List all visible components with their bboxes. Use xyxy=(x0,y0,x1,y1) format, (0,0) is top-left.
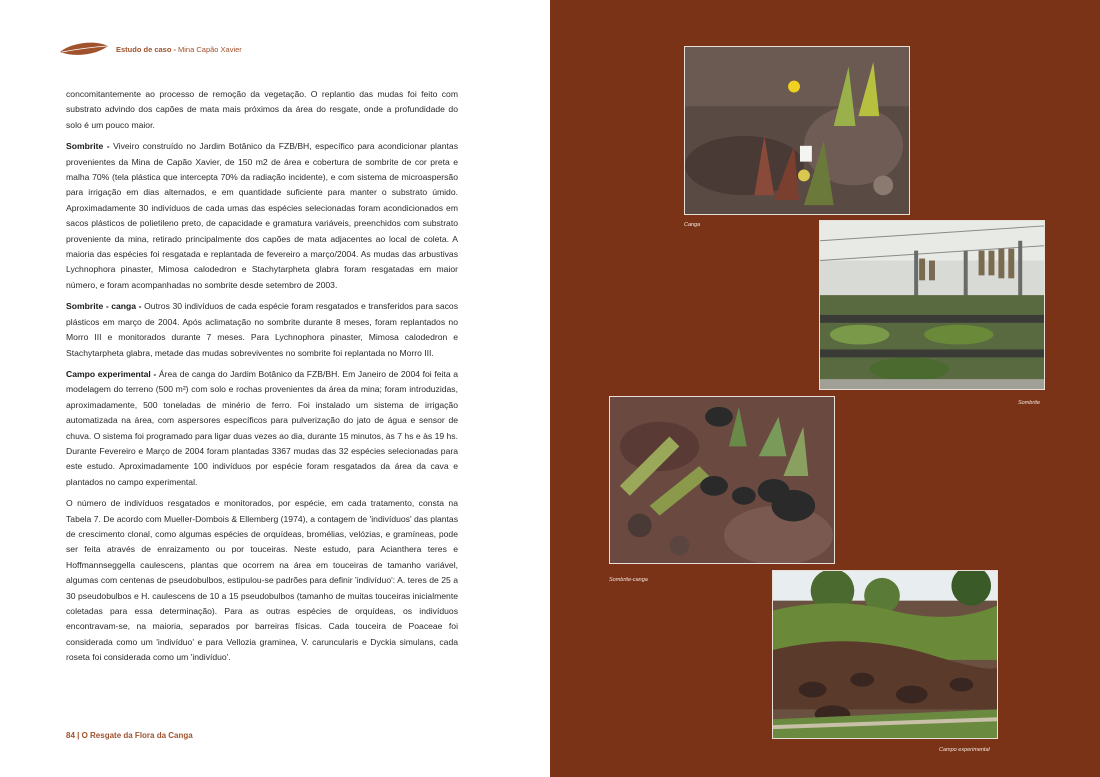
caption-sombrite-canga: Sombrite-canga xyxy=(609,577,648,583)
header-title: Estudo de caso - xyxy=(116,44,177,54)
photo-sombrite-canga xyxy=(609,396,835,564)
photo-campo-experimental xyxy=(772,570,998,739)
paragraph-campo-experimental: Campo experimental - Área de canga do Jardim Botânico da FZB/BH. Em Janeiro de 2004 foi feita a modelagem do terreno (500 m²) com solo e rochas provenientes da área da mina; foram introduzidas, aproximadamente, 500 toneladas de minério de ferro. Foi instalado um sistema de irrigação automatizada na área, com aspersores específicos para pulverização do jato de água e sensor de chuva. O sistema foi programado para ligar duas vezes ao dia, durante 15 minutos, às 7 hs e às 19 hs. Durante Fevereiro e Março de 2004 foram plantadas 3367 mudas das 32 espécies selecionadas para este estudo. Aproximadamente 100 indivíduos por espécie foram resgatados da área da cava e plantados no campo experimental. xyxy=(66,368,459,487)
body-text xyxy=(66,87,458,672)
caption-campo-experimental: Campo experimental xyxy=(939,747,990,753)
header-subtitle: Mina Capão Xavier xyxy=(178,44,242,54)
paragraph-sombrite: Sombrite - Viveiro construído no Jardim Botânico da FZB/BH, específico para acondicionar plantas provenientes da Mina de Capão Xavier, de 150 m2 de área e cobertura de sombrite de cor preta e malha 70% (tela plástica que intercepta 70% da radiação incidente), e com sistema de microaspersão para irrigação em dias alternados, e em quantidade suficiente para manter o substrato úmido. Aproximadamente 30 indivíduos de cada umas das espécies selecionadas foram acondicionados em sacos plásticos de polietileno preto, de capacidade e gramatura variáveis, preenchidos com substrato proveniente da mina, retirado principalmente dos capões de mata adjacentes ao local de coleta. A maioria das espécies foi resgatada e replantada de fevereiro a março/2004. As mudas das arbustivas Lychnophora pinaster, Mimosa calodedron e Stachytarpheta glabra foram resgatadas em maior número, e foram acompanhadas no sombrite desde setembro de 2003. xyxy=(66,141,458,290)
running-header xyxy=(58,40,242,58)
paragraph-individuos: O número de indivíduos resgatados e monitorados, por espécie, em cada tratamento, consta na Tabela 7. De acordo com Mueller-Dombois & Ellemberg (1974), a contagem de 'indivíduos' das plantas de crescimento clonal, como algumas espécies de orquídeas, bromélias, velózias, e gramíneas, pode ser feita através de enraizamento ou por touceiras. Neste estudo, para Acianthera teres e Hoffmannseggella caulescens, plantas que ocorrem na área em touceiras de tamanho variável, algumas com centenas de pseudobulbos, estipulou-se padrões para definir 'indivíduo': A. teres de 25 a 30 pseudobulbos e H. caulescens de 10 a 15 pseudobulbos (tamanho de muitas touceiras inicialmente coletadas para essa determinação). Para as outras espécies de orquídeas, os indivíduos encontravam-se, na maioria, separados por barreiras físicas. Cada touceira de Poaceae foi considerada como um 'indivíduo' e para Vellozia graminea, V. caruncularis e Dyckia simulans, cada roseta foi considerada como um 'indivíduo'. xyxy=(66,498,458,663)
leaf-icon xyxy=(58,40,110,58)
photo-sombrite xyxy=(819,220,1045,390)
photo-canga xyxy=(684,46,910,215)
page-footer: 84 | O Resgate da Flora da Canga xyxy=(66,731,193,740)
caption-sombrite: Sombrite xyxy=(1018,400,1041,406)
caption-canga: Canga xyxy=(684,222,701,228)
paragraph-sombrite-canga: Sombrite - canga - Outros 30 indivíduos de cada espécie foram resgatados e transferidos para sacos plásticos em março de 2004. Após aclimatação no sombrite durante 8 meses, foram replantados no Morro III e monitorados durante 7 meses. Para Lychnophora pinaster, Mimosa calodedron e Stachytarpheta glabra, metade das mudas sobreviventes no sombrite foi replantada no Morro III. xyxy=(66,301,459,358)
right-page xyxy=(550,0,1100,777)
paragraph-1: concomitantemente ao processo de remoção da vegetação. O replantio das mudas foi feito com substrato advindo dos capões de mata mais próximos da área do resgate, onde a profundidade do solo é um pouco maior. xyxy=(66,89,458,130)
